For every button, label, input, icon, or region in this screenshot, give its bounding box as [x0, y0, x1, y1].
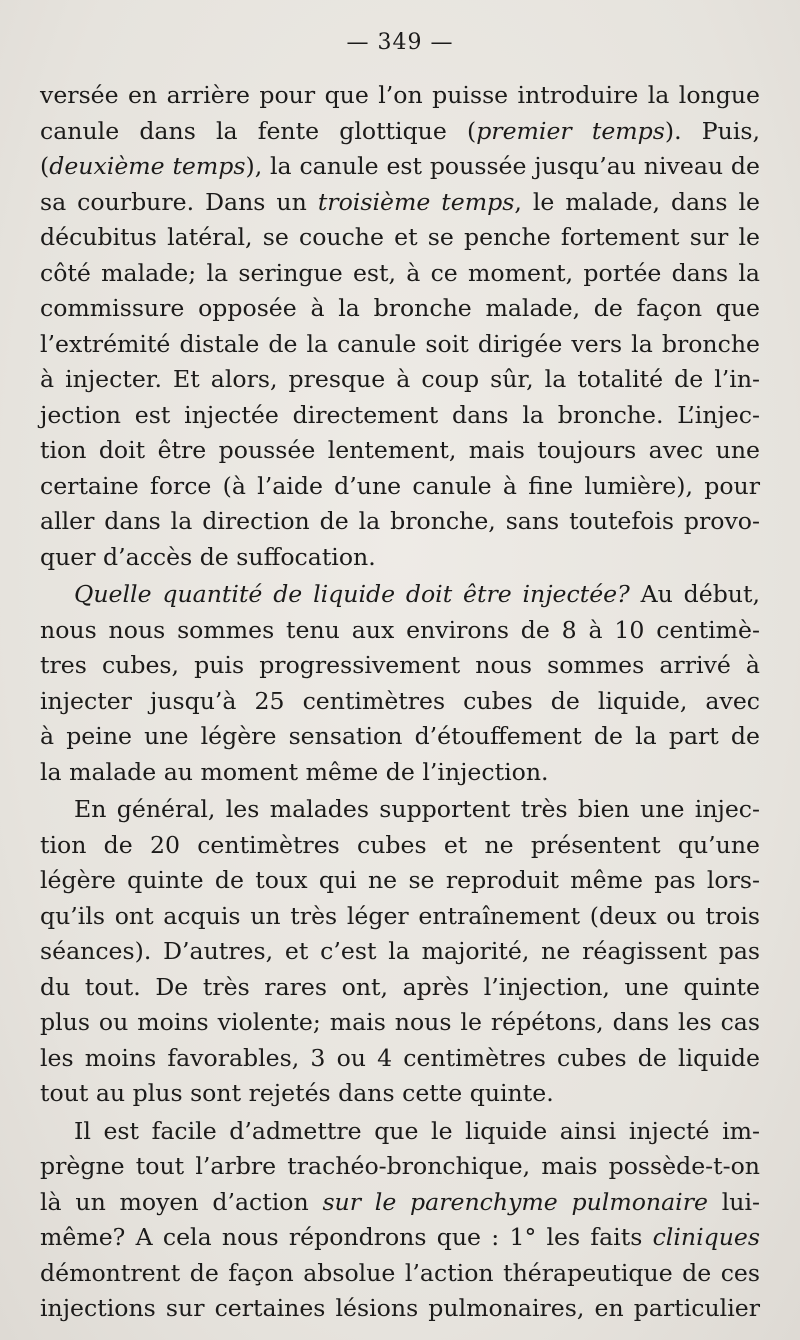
- text-line: quer d’accès de suffocation.: [40, 542, 376, 571]
- text-line: commissure opposée à la bronche malade, de façon que: [40, 294, 760, 322]
- text-line: (deuxième temps), la canule est poussée jusqu’au niveau de: [40, 152, 760, 180]
- text-line: tres cubes, puis progressivement nous sommes arrivé à: [40, 651, 760, 679]
- text-line: légère quinte de toux qui ne se reproduit même pas lors-: [40, 866, 760, 894]
- text-line: tout au plus sont rejetés dans cette quinte.: [40, 1079, 554, 1107]
- text-line: canule dans la fente glottique (premier temps). Puis,: [40, 116, 760, 145]
- text-line: certaine force (à l’aide d’une canule à fine lumière), pour: [40, 471, 760, 500]
- text-line: là un moyen d’action sur le parenchyme pulmonaire lui-: [40, 1187, 760, 1216]
- text-line: aller dans la direction de la bronche, sans toutefois provo-: [40, 507, 760, 535]
- text-line: tion doit être poussée lentement, mais toujours avec une: [40, 436, 760, 464]
- text-line: Quelle quantité de liquide doit être injectée? Au début,: [74, 580, 760, 608]
- body-text: [40, 78, 760, 1327]
- text-line: plus ou moins violente; mais nous le répétons, dans les cas: [40, 1008, 760, 1036]
- text-line: à injecter. Et alors, presque à coup sûr, la totalité de l’in-: [40, 365, 760, 393]
- text-line: versée en arrière pour que l’on puisse introduire la longue: [40, 81, 760, 109]
- text-line: sa courbure. Dans un troisième temps, le malade, dans le: [40, 187, 760, 216]
- text-line: En général, les malades supportent très bien une injec-: [74, 795, 760, 823]
- text-line: qu’ils ont acquis un très léger entraînement (deux ou trois: [40, 901, 760, 930]
- text-line: injections sur certaines lésions pulmonaires, en particulier: [40, 1294, 760, 1322]
- text-line: même? A cela nous répondrons que : 1° les faits cliniques: [40, 1223, 760, 1251]
- text-line: décubitus latéral, se couche et se penche fortement sur le: [40, 223, 760, 251]
- text-line: la malade au moment même de l’injection.: [40, 757, 549, 786]
- text-line: Il est facile d’admettre que le liquide ainsi injecté im-: [74, 1116, 760, 1145]
- page-number: — 349 —: [346, 30, 454, 55]
- text-line: les moins favorables, 3 ou 4 centimètres cubes de liquide: [40, 1043, 760, 1072]
- text-line: séances). D’autres, et c’est la majorité, ne réagissent pas: [40, 937, 760, 965]
- text-line: démontrent de façon absolue l’action thérapeutique de ces: [40, 1258, 760, 1287]
- text-line: prègne tout l’arbre trachéo-bronchique, mais possède-t-on: [40, 1152, 760, 1180]
- text-line: côté malade; la seringue est, à ce moment, portée dans la: [40, 258, 760, 287]
- text-line: nous nous sommes tenu aux environs de 8 à 10 centimè-: [40, 615, 760, 644]
- text-line: jection est injectée directement dans la bronche. L’injec-: [40, 400, 760, 429]
- text-line: injecter jusqu’à 25 centimètres cubes de liquide, avec: [40, 686, 760, 715]
- text-line: tion de 20 centimètres cubes et ne présentent qu’une: [40, 830, 760, 859]
- text-line: l’extrémité distale de la canule soit dirigée vers la bronche: [40, 329, 760, 358]
- text-line: à peine une légère sensation d’étouffement de la part de: [40, 722, 760, 750]
- text-line: du tout. De très rares ont, après l’injection, une quinte: [40, 972, 760, 1001]
